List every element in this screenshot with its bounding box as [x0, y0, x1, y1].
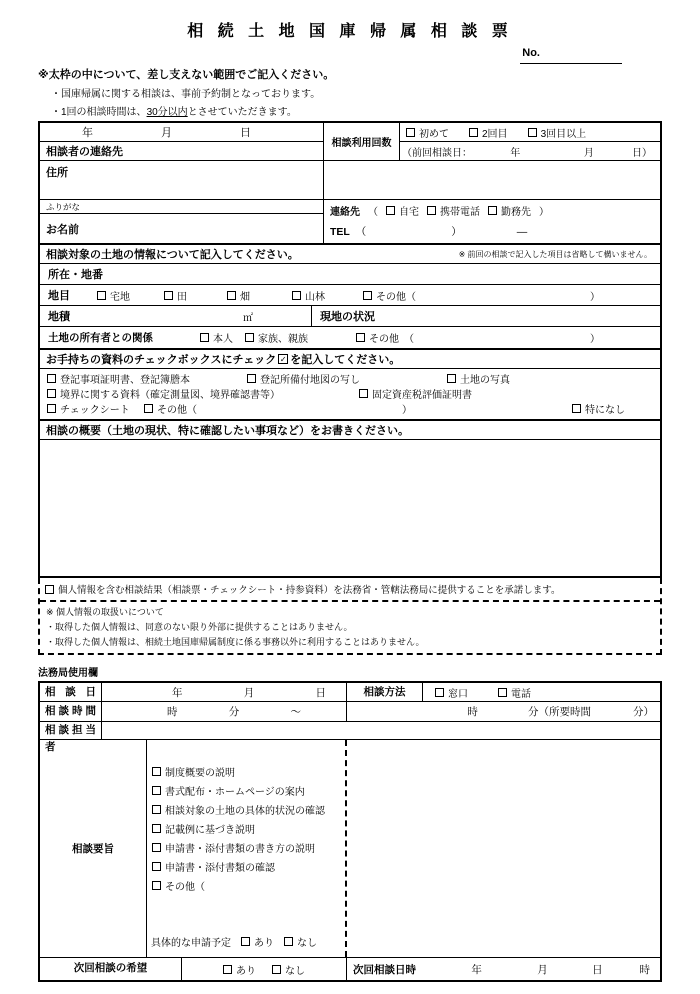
day-label: 日 [315, 686, 326, 699]
gist-land-status-checkbox[interactable] [152, 800, 345, 819]
category-residential-checkbox[interactable] [97, 288, 130, 303]
month-label: 月 [243, 686, 255, 699]
checkbox-icon [386, 206, 395, 215]
duration-label: 分（所要時間 分） [528, 706, 654, 718]
documents-options: 登記事項証明書、登記簿謄本 登記所備付地図の写し 土地の写真 境界に関する資料（確定測量図、境界確認書等） 固定資産税評価証明書 チェックシート その他（ ） 特になし [40, 369, 660, 419]
next-consult-label: 次回相談の希望 [40, 958, 182, 980]
tel-label: TEL [330, 225, 350, 238]
checkbox-icon [447, 374, 456, 383]
privacy-note-2: ・取得した個人情報は、相続土地国庫帰属制度に係る事務以外に利用することはありません。 [46, 637, 425, 647]
gist-example-explanation-checkbox[interactable] [152, 819, 345, 838]
consent-statement: 個人情報を含む相談結果（相談票・チェックシート・持参資料）を法務省・管轄法務局に提供することを承諾します。 [58, 585, 561, 596]
checkbox-icon [152, 824, 161, 833]
bureau-section-label: 法務局使用欄 [38, 668, 98, 679]
option-label: 書式配布・ホームページの案内 [165, 787, 305, 798]
privacy-title: ※ 個人情報の取扱いについて [46, 607, 164, 617]
instruction-note-2: ・1回の相談時間は、30分以内とさせていただきます。 [51, 107, 297, 118]
next-consult-options [182, 958, 347, 980]
plan-label: 具体的な申請予定 [151, 938, 231, 949]
gist-checklist [147, 740, 345, 934]
category-other-checkbox[interactable] [363, 288, 416, 303]
option-label: 土地の写真 [460, 375, 510, 386]
consult-time-label: 相談時間 [40, 702, 102, 721]
option-label: 畑 [240, 291, 250, 303]
gist-document-check-checkbox[interactable] [152, 857, 345, 876]
page-title: 相 続 土 地 国 庫 帰 属 相 談 票 [187, 23, 513, 40]
plan-yes-checkbox[interactable] [241, 934, 274, 949]
contact-extra-space[interactable] [324, 161, 660, 198]
method-options [423, 683, 660, 701]
checkbox-icon [572, 404, 581, 413]
checkbox-icon [427, 206, 436, 215]
checkbox-icon [435, 688, 444, 697]
land-header-row [40, 245, 660, 264]
doc-tax-certificate-checkbox[interactable] [359, 386, 472, 401]
consent-row [40, 578, 660, 602]
checkbox-icon [498, 688, 507, 697]
area-unit: ㎡ [243, 312, 253, 324]
staff-field[interactable] [102, 722, 660, 739]
gist-overview-checkbox[interactable] [152, 762, 345, 781]
option-label: 田 [177, 291, 187, 303]
option-label: 勤務先 [501, 206, 531, 218]
tilde: ～ [290, 706, 301, 718]
checkbox-icon [284, 937, 293, 946]
gist-forms-website-checkbox[interactable] [152, 781, 345, 800]
checked-checkbox-icon: ✓ [279, 354, 287, 364]
category-ricefield-checkbox[interactable] [164, 288, 187, 303]
checkbox-icon [152, 881, 161, 890]
application-plan-row [147, 934, 345, 957]
third-time-checkbox[interactable] [528, 125, 587, 140]
area-label: 地積 [48, 311, 70, 323]
relation-other-checkbox[interactable] [356, 330, 414, 345]
bureau-date-field[interactable] [102, 683, 347, 701]
year-label: 年 [471, 963, 482, 976]
day-label: 日） [632, 147, 653, 159]
doc-registry-map-checkbox[interactable] [247, 371, 447, 386]
checkbox-icon [247, 374, 256, 383]
relation-self-checkbox[interactable] [200, 330, 233, 345]
contact-method-row: 連絡先 （ 自宅 携帯電話 勤務先 ） [324, 200, 660, 220]
hour-label: 時 [639, 963, 651, 976]
month-label: 月 [583, 147, 594, 159]
checkbox-icon [245, 333, 254, 342]
address-label: 住所 [46, 167, 68, 179]
option-label: 特になし [585, 405, 625, 416]
checkbox-icon [488, 206, 497, 215]
doc-other-checkbox[interactable] [144, 401, 197, 416]
gist-label: 相談要旨 [40, 740, 147, 957]
checkbox-icon [152, 843, 161, 852]
option-label: 3回目以上 [540, 128, 587, 140]
checkbox-icon [241, 937, 250, 946]
hour-label: 時 [467, 706, 478, 718]
checkbox-icon [47, 404, 56, 413]
category-forest-checkbox[interactable] [292, 288, 325, 303]
option-label: 境界に関する資料（確定測量図、境界確認書等） [60, 390, 280, 401]
tel-field[interactable]: TEL （ ） ― [330, 225, 528, 238]
option-label: 登記事項証明書、登記簿謄本 [60, 375, 190, 386]
land-header-note: ※ 前回の相談で記入した項目は省略して構いません。 [458, 249, 652, 259]
checkbox-icon [144, 404, 153, 413]
land-block [38, 243, 662, 350]
name-label: お名前 [46, 223, 79, 236]
privacy-notes [40, 602, 660, 653]
checkbox-icon [47, 374, 56, 383]
option-label: 相談対象の土地の具体的状況の確認 [165, 806, 325, 817]
option-label: その他（ [157, 405, 197, 416]
option-label: あり [254, 938, 274, 949]
option-label: その他 （ [369, 334, 414, 345]
option-label: 窓口 [448, 688, 468, 700]
option-label: 山林 [305, 291, 325, 303]
option-label: チェックシート [60, 405, 130, 416]
no-field[interactable] [520, 47, 622, 64]
checkbox-icon [45, 585, 54, 594]
hour-label: 時 [167, 706, 178, 718]
checkbox-icon [272, 965, 281, 974]
checkbox-icon [359, 389, 368, 398]
option-label: 登記所備付地図の写し [260, 375, 360, 386]
summary-header: 相談の概要（土地の現状、特に確認したい事項など）をお書きください。 [40, 421, 660, 440]
month-label: 月 [161, 127, 172, 139]
tel-dash: ― [516, 225, 528, 238]
instructions [38, 66, 662, 118]
checkbox-icon [227, 291, 236, 300]
checkbox-icon [528, 128, 537, 137]
checkbox-icon [292, 291, 301, 300]
method-phone-checkbox[interactable] [498, 685, 531, 700]
summary-input-area[interactable] [40, 440, 660, 576]
option-label: 申請書・添付書類の確認 [165, 863, 275, 874]
previous-consultation-date-field[interactable]: （前回相談日： 年 月 日） [400, 142, 660, 160]
minute-label: 分 [228, 706, 240, 718]
time-start-field[interactable] [102, 702, 347, 721]
summary-block [38, 419, 662, 578]
option-label: 初めて [419, 128, 449, 140]
option-label: 携帯電話 [440, 206, 480, 218]
checkbox-icon [152, 767, 161, 776]
address-field[interactable] [40, 161, 323, 199]
time-limit-underlined: 30分以内 [146, 107, 188, 118]
documents-header: お手持ちの資料のチェックボックスにチェック ✓ を記入してください。 [40, 350, 660, 369]
option-label: 2回目 [482, 128, 508, 140]
next-yes-checkbox[interactable] [223, 962, 256, 977]
checkbox-icon [223, 965, 232, 974]
instruction-note-1: ・国庫帰属に関する相談は、事前予約制となっております。 [51, 89, 321, 100]
name-field[interactable] [40, 214, 323, 243]
second-time-checkbox[interactable] [469, 125, 508, 140]
year-label: 年 [82, 127, 93, 139]
consultation-date-field[interactable] [40, 123, 323, 142]
option-label: その他（ [376, 291, 416, 303]
applicant-contact-header: 相談者の連絡先 [40, 142, 323, 161]
land-header: 相談対象の土地の情報について記入してください。 [46, 249, 299, 261]
no-row [38, 47, 662, 64]
usage-count-label: 相談利用回数 [324, 123, 400, 160]
option-label: 家族、親族 [258, 334, 308, 345]
gist-memo-area[interactable] [347, 740, 660, 957]
option-label: なし [285, 965, 305, 977]
location-field[interactable] [40, 264, 660, 285]
consent-checkbox[interactable] [45, 585, 58, 594]
plan-no-checkbox[interactable] [284, 934, 317, 949]
checkbox-icon [152, 786, 161, 795]
area-field[interactable] [40, 306, 312, 326]
option-label: 固定資産税評価証明書 [372, 390, 472, 401]
day-label: 日 [240, 127, 251, 139]
checkbox-icon [164, 291, 173, 300]
option-label: 宅地 [110, 291, 130, 303]
next-datetime-label: 次回相談日時 [353, 963, 416, 976]
work-checkbox[interactable] [488, 203, 531, 218]
gist-other-checkbox[interactable] [152, 876, 345, 895]
checkbox-icon [200, 333, 209, 342]
doc-none-checkbox[interactable] [572, 401, 625, 416]
doc-checksheet-checkbox[interactable] [47, 401, 144, 416]
consult-date-label: 相談日 [40, 683, 102, 701]
usage-count-options [400, 123, 660, 142]
contact-method-label: 連絡先 [330, 206, 360, 218]
bureau-table [38, 681, 662, 982]
staff-label: 相談担当者 [40, 722, 102, 739]
site-condition-label: 現地の状況 [320, 311, 375, 323]
method-counter-checkbox[interactable] [435, 685, 468, 700]
option-label: なし [297, 938, 317, 949]
option-label: 電話 [511, 688, 531, 700]
doc-registry-certificate-checkbox[interactable] [47, 371, 247, 386]
applicant-block [38, 121, 662, 245]
consent-block [38, 578, 662, 655]
checkbox-icon [469, 128, 478, 137]
category-row: 地目 宅地 田 畑 山林 その他（ ） [40, 285, 660, 306]
location-label: 所在・地番 [48, 269, 103, 281]
category-label: 地目 [48, 290, 70, 302]
checkbox-icon [363, 291, 372, 300]
time-end-field[interactable] [347, 702, 660, 721]
checkbox-icon [47, 389, 56, 398]
area-row [40, 306, 660, 327]
furigana-field[interactable] [40, 200, 323, 214]
method-label: 相談方法 [347, 683, 423, 701]
option-label: 本人 [213, 334, 233, 345]
checkbox-icon [152, 862, 161, 871]
day-label: 日 [592, 963, 603, 976]
next-no-checkbox[interactable] [272, 962, 305, 977]
option-label: その他（ [165, 882, 205, 893]
category-field-checkbox[interactable] [227, 288, 250, 303]
home-checkbox[interactable] [386, 203, 419, 218]
privacy-note-1: ・取得した個人情報は、同意のない限り外部に提供することはありません。 [46, 622, 353, 632]
option-label: 自宅 [399, 206, 419, 218]
gist-how-to-write-checkbox[interactable] [152, 838, 345, 857]
checkbox-icon [152, 805, 161, 814]
doc-boundary-checkbox[interactable] [47, 386, 359, 401]
mobile-checkbox[interactable] [427, 203, 480, 218]
relation-family-checkbox[interactable] [245, 330, 308, 345]
checkbox-icon [97, 291, 106, 300]
year-label: 年 [172, 686, 183, 699]
option-label: 記載例に基づき説明 [165, 825, 255, 836]
instruction-main: ※太枠の中について、差し支えない範囲でご記入ください。 [38, 69, 335, 81]
doc-land-photo-checkbox[interactable] [447, 371, 510, 386]
next-consult-datetime-field[interactable] [347, 958, 660, 980]
relation-row: 土地の所有者との関係 本人 家族、親族 その他 （ ） [40, 327, 660, 348]
option-label: あり [236, 965, 256, 977]
option-label: 申請書・添付書類の書き方の説明 [165, 844, 315, 855]
year-label: 年 [510, 147, 521, 159]
first-time-checkbox[interactable] [406, 125, 449, 140]
checkbox-icon [406, 128, 415, 137]
relation-label: 土地の所有者との関係 [48, 332, 153, 344]
month-label: 月 [537, 963, 548, 976]
option-label: 制度概要の説明 [165, 768, 235, 779]
no-label: No. [522, 47, 540, 59]
furigana-label: ふりがな [46, 201, 81, 212]
documents-block [38, 348, 662, 421]
checkbox-icon [356, 333, 365, 342]
